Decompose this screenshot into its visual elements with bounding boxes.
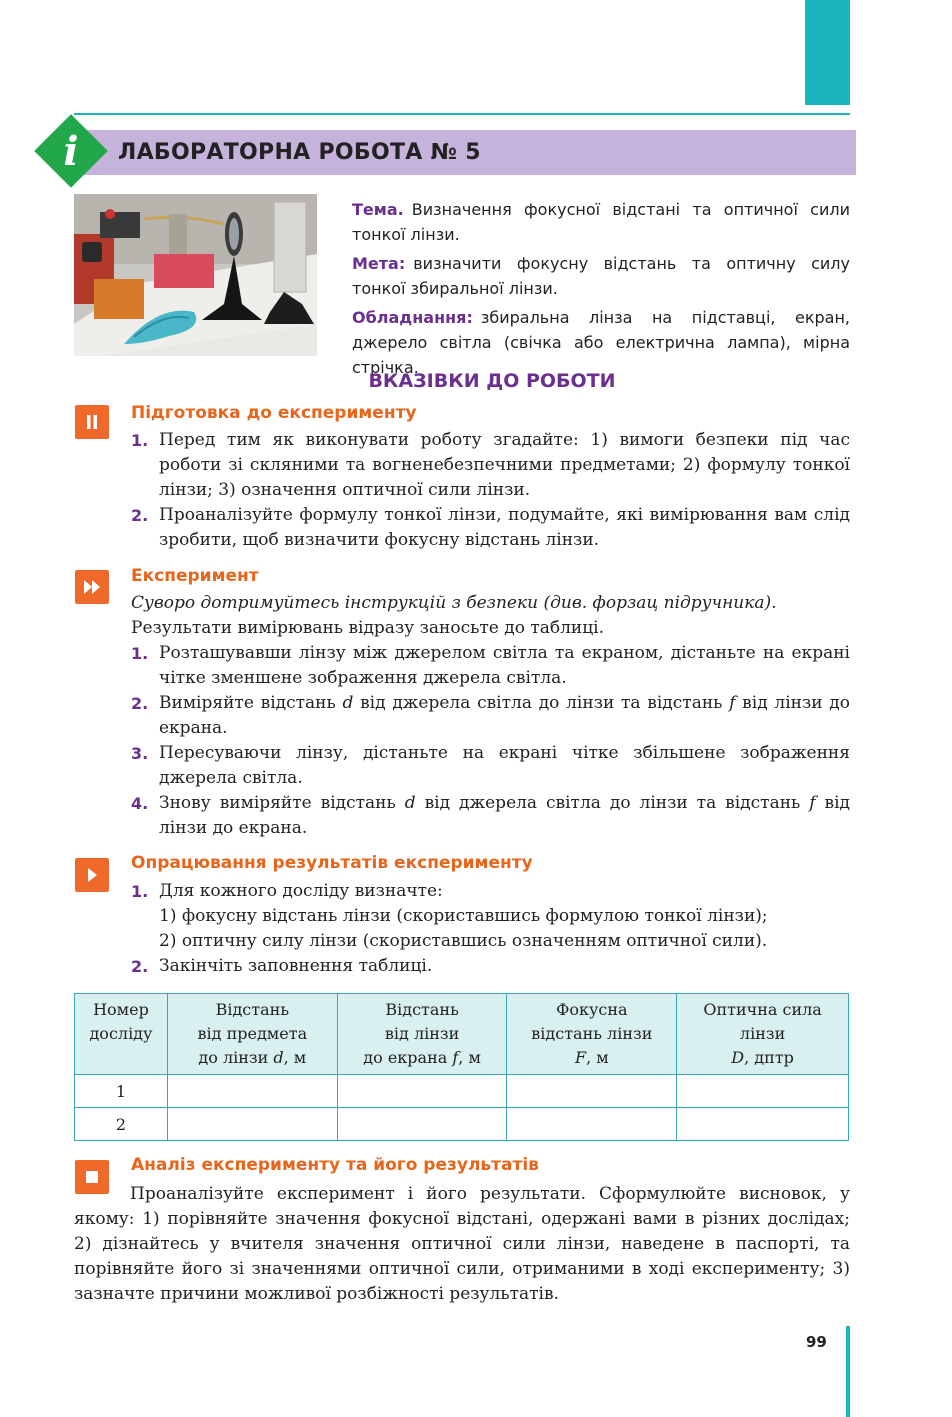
row-number: 1: [75, 1075, 168, 1108]
item-number: 4.: [131, 794, 149, 813]
processing-list: [131, 879, 850, 979]
item-number: 2.: [131, 957, 149, 976]
header-experiment-number: Номер досліду: [75, 994, 168, 1075]
item-number: 2.: [131, 506, 149, 525]
variable-d: d: [404, 793, 416, 813]
row-number: 2: [75, 1108, 168, 1141]
preparation-title: Підготовка до експерименту: [131, 403, 417, 423]
item-number: 1.: [131, 644, 149, 663]
item-text: Для кожного досліду визначте:: [159, 881, 443, 901]
item-text-post: від лінзи до екрана.: [159, 793, 851, 838]
item-number: 3.: [131, 744, 149, 763]
list-item: [131, 641, 850, 691]
header-focal-length: Фокусна відстань лінзи F, м: [507, 994, 677, 1075]
item-number: 2.: [131, 694, 149, 713]
item-text-post: від лінзи до екрана.: [159, 693, 850, 738]
goal-text: визначити фокусну відстань та оптичну силу тонкої збиральної лінзи.: [352, 254, 850, 298]
lab-meta: [352, 197, 850, 384]
table-cell[interactable]: [677, 1075, 849, 1108]
table-cell[interactable]: [167, 1108, 337, 1141]
goal-label: Мета:: [352, 254, 406, 273]
safety-note: Суворо дотримуйтесь інструкцій з безпеки (див. форзац підручника).: [131, 593, 777, 613]
variable-f: f: [809, 793, 816, 813]
topic-text: Визначення фокусної відстані та оптичної сили тонкої лінзи.: [352, 200, 850, 244]
item-text: Розташувавши лінзу між джерелом світла та екраном, дістаньте на екрані чітке зменшене зображення джерела світла.: [159, 643, 850, 688]
info-icon: i: [63, 128, 79, 175]
results-note: Результати вимірювань відразу заносьте до таблиці.: [131, 618, 605, 638]
table-cell[interactable]: [677, 1108, 849, 1141]
sub-item: 1) фокусну відстань лінзи (скориставшись формулою тонкої лінзи);: [159, 906, 768, 926]
play-icon: [75, 858, 109, 892]
table-row: [75, 1075, 849, 1108]
item-text: Перед тим як виконувати роботу згадайте: 1) вимоги безпеки під час роботи зі скляними та вогненебезпечними предметами; 2) формулу тонкої лінзи; 3) означення оптичної сили лінзи.: [159, 430, 850, 500]
goal-paragraph: [352, 251, 850, 301]
experiment-block: [131, 591, 850, 841]
item-number: 1.: [131, 431, 149, 450]
guide-heading: ВКАЗІВКИ ДО РОБОТИ: [368, 370, 616, 392]
fast-forward-icon: [75, 570, 109, 604]
lab-setup-photo: [74, 194, 317, 356]
topic-paragraph: [352, 197, 850, 247]
table-header-row: [75, 994, 849, 1075]
page-number-rule: [846, 1326, 850, 1417]
item-text-pre: Знову виміряйте відстань: [159, 793, 405, 813]
table-cell[interactable]: [507, 1108, 677, 1141]
item-text: Пересуваючи лінзу, дістаньте на екрані чітке збільшене зображення джерела світла.: [159, 743, 850, 788]
table-cell[interactable]: [507, 1075, 677, 1108]
header-rule: [74, 113, 850, 115]
header-optical-power: Оптична сила лінзи D, дптр: [677, 994, 849, 1075]
results-table: [74, 993, 849, 1141]
list-item: [131, 428, 850, 503]
item-text-pre: Виміряйте відстань: [159, 693, 343, 713]
item-text-mid: від джерела світла до лінзи та відстань: [415, 793, 810, 813]
variable-d: d: [342, 693, 354, 713]
equipment-paragraph: [352, 305, 850, 380]
equipment-label: Обладнання:: [352, 308, 473, 327]
page-corner-tab: [805, 0, 850, 105]
list-item: [131, 879, 850, 904]
table-cell[interactable]: [167, 1075, 337, 1108]
page-number: 99: [806, 1333, 827, 1351]
item-text: Проаналізуйте формулу тонкої лінзи, подумайте, які вимірювання вам слід зробити, щоб визначити фокусну відстань лінзи.: [159, 505, 850, 550]
list-item: [131, 741, 850, 791]
table-cell[interactable]: [337, 1108, 507, 1141]
list-item: [131, 954, 850, 979]
header-image-distance: Відстань від лінзи до екрана f, м: [337, 994, 507, 1075]
list-item: [131, 691, 850, 741]
header-object-distance: Відстань від предмета до лінзи d, м: [167, 994, 337, 1075]
variable-f: f: [729, 693, 736, 713]
processing-title: Опрацювання результатів експерименту: [131, 853, 533, 873]
item-text-mid: від джерела світла до лінзи та відстань: [353, 693, 730, 713]
pause-icon: [75, 405, 109, 439]
list-item: [131, 791, 850, 841]
analysis-title: Аналіз експерименту та його результатів: [131, 1155, 539, 1175]
list-item: [131, 503, 850, 553]
analysis-text: Проаналізуйте експеримент і його результати. Сформулюйте висновок, у якому: 1) порівняйте значення фокусної відстані, одержані вами в різних дослідах; 2) дізнайтесь у вчителя значення оптичної сили лінзи, наведене в паспорті, та порівняйте його зі значеннями оптичної сили, отриманими в ході експерименту; 3) зазначте причини можливої розбіжності результатів.: [74, 1184, 850, 1304]
table-cell[interactable]: [337, 1075, 507, 1108]
preparation-list: [131, 428, 850, 553]
sub-item: 2) оптичну силу лінзи (скориставшись означенням оптичної сили).: [159, 931, 768, 951]
equipment-text: збиральна лінза на підставці, екран, джерело світла (свічка або електрична лампа), мірна стрічка.: [352, 308, 850, 377]
table-row: [75, 1108, 849, 1141]
page-title: ЛАБОРАТОРНА РОБОТА № 5: [118, 140, 481, 165]
item-number: 1.: [131, 882, 149, 901]
topic-label: Тема.: [352, 200, 404, 219]
experiment-title: Експеримент: [131, 566, 259, 586]
item-text: Закінчіть заповнення таблиці.: [159, 956, 433, 976]
